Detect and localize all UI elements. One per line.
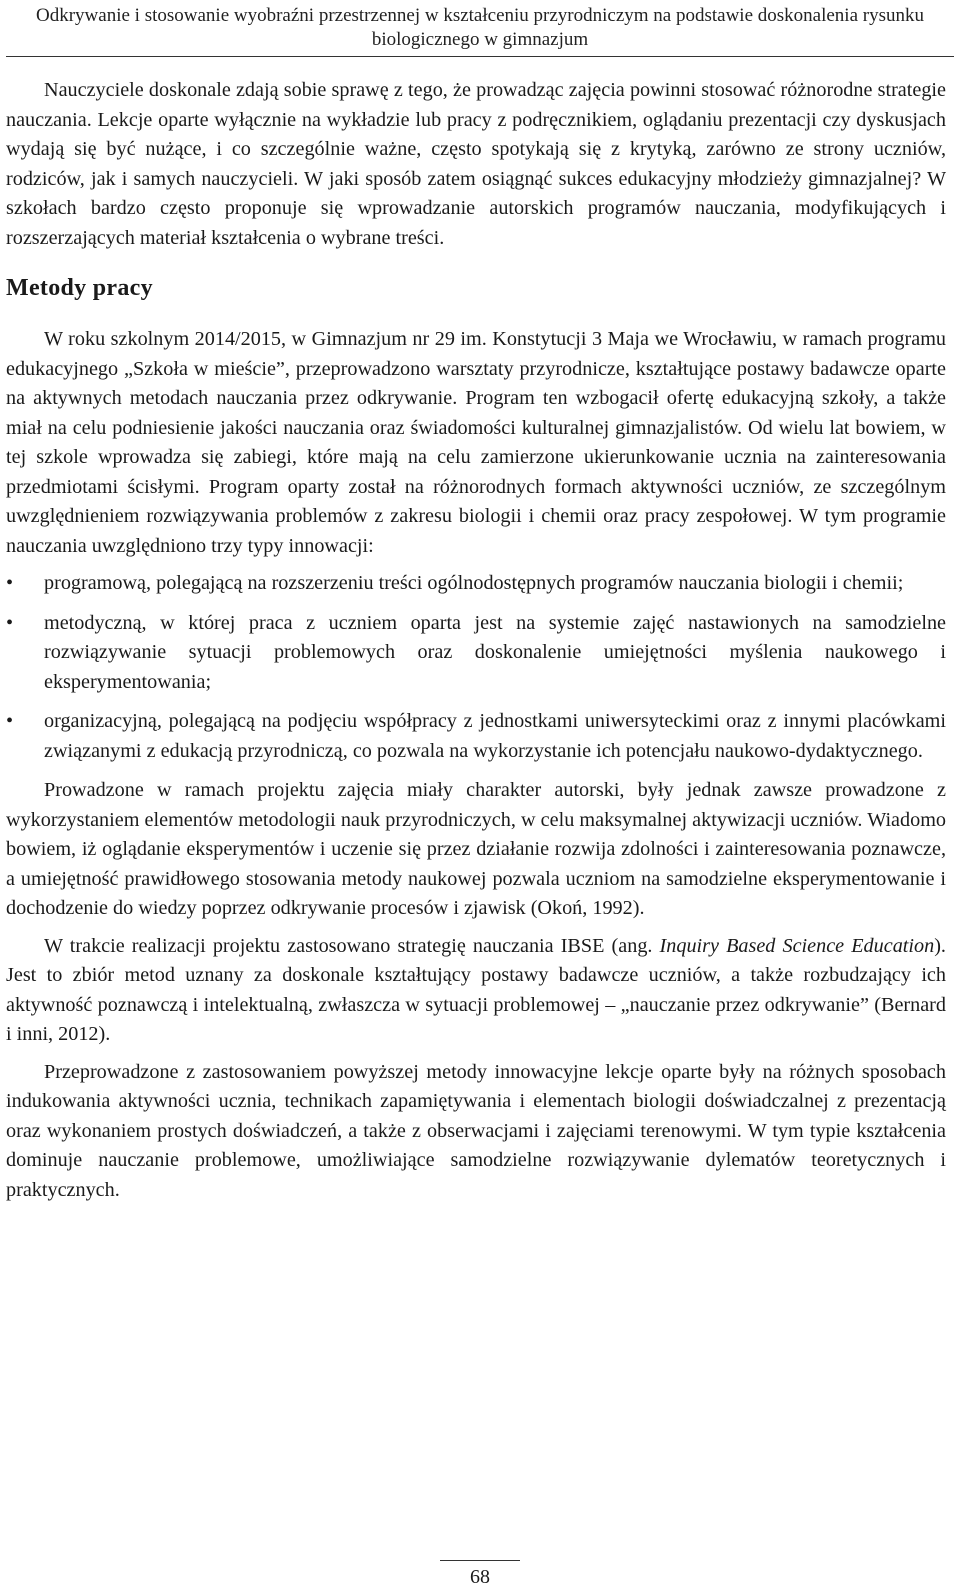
ibse-text-after: ). Jest to zbiór metod uznany za doskonale kształtujący postawy badawcze uczniów, a także rozbudzający ich aktywność poznawczą i intelektualną, zwłaszcza w sytuacji problemowej – „nauczanie przez odkrywanie” (Bernard i inni, 2012).	[6, 934, 946, 1045]
page-body	[6, 76, 946, 1205]
bullet-icon: •	[6, 710, 14, 732]
methods-paragraph: W roku szkolnym 2014/2015, w Gimnazjum nr 29 im. Konstytucji 3 Maja we Wrocławiu, w ramach programu edukacyjnego „Szkoła w mieście”, przeprowadzono warsztaty przyrodnicze, kształtujące postawy badawcze oparte na aktywnych metodach nauczania przez odkrywanie. Program ten wzbogacił ofertę edukacyjną szkoły, a także miał na celu podniesienie jakości nauczania oraz świadomości kulturalnej gimnazjalistów. Od wielu lat bowiem, w tej szkole wprowadza się zabiegi, które mają na celu zamierzone ukierunkowanie ucznia na zainteresowania przedmiotami ścisłymi. Program oparty został na różnorodnych formach aktywności uczniów, ze szczególnym uwzględnieniem rozwiązywania problemów z zakresu biologii i chemii oraz pracy zespołowej. W tym programie nauczania uwzględniono trzy typy innowacji:	[6, 328, 946, 557]
project-paragraph: Prowadzone w ramach projektu zajęcia miały charakter autorski, były jednak zawsze prowadzone z wykorzystaniem elementów metodologii nauk przyrodniczych, w celu maksymalnej aktywizacji uczniów. Wiadomo bowiem, iż oglądanie eksperymentów i uczenie się przez działanie rozwija zdolności i zainteresowania poznawcze, a umiejętność prawidłowego stosowania metody naukowej pozwala uczniom na samodzielne eksperymentowanie i dochodzenie do wiedzy poprzez odkrywanie procesów i zjawisk (Okoń, 1992).	[6, 779, 946, 919]
section-heading: Metody pracy	[6, 275, 153, 301]
page-number: 68	[470, 1566, 490, 1588]
ibse-text-before: W trakcie realizacji projektu zastosowano strategię nauczania IBSE (ang.	[44, 934, 660, 957]
intro-paragraph: Nauczyciele doskonale zdają sobie sprawę z tego, że prowadząc zajęcia powinni stosować różnorodne strategie nauczania. Lekcje oparte wyłącznie na wykładzie lub pracy z podręcznikiem, oglądaniu prezentacji czy dyskusjach wydają się być nużące, i co szczególnie ważne, często spotykają się z krytyką, zarówno ze strony uczniów, rodziców, jak i samych nauczycieli. W jaki sposób zatem osiągnąć sukces edukacyjny młodzieży gimnazjalnej? W szkołach bardzo często proponuje się wprowadzanie autorskich programów nauczania, modyfikujących i rozszerzających materiał kształcenia o wybrane treści.	[6, 79, 946, 249]
footer-divider	[440, 1560, 520, 1561]
list-item	[6, 609, 946, 698]
list-item	[6, 569, 946, 599]
list-item	[6, 707, 946, 766]
list-item-text: organizacyjną, polegającą na podjęciu współpracy z jednostkami uniwersyteckimi oraz z innymi placówkami związanymi z edukacją przyrodniczą, co pozwala na wykorzystanie ich potencjału naukowo-dydaktycznego.	[44, 710, 946, 762]
bullet-icon: •	[6, 611, 14, 634]
ibse-paragraph	[6, 932, 946, 1050]
running-header: Odkrywanie i stosowanie wyobraźni przestrzennej w kształceniu przyrodniczym na podstawie doskonalenia rysunku biologicznego w gimnazjum	[36, 5, 924, 50]
bullet-icon: •	[6, 572, 14, 594]
list-item-text: programową, polegającą na rozszerzeniu treści ogólnodostępnych programów nauczania biologii i chemii;	[44, 572, 904, 594]
innovation-list	[6, 569, 946, 766]
lessons-paragraph: Przeprowadzone z zastosowaniem powyższej metody innowacyjne lekcje oparte były na różnych sposobach indukowania aktywności ucznia, technikach zapamiętywania i elementach biologii doświadczalnej z prezentacją oraz wykonaniem prostych doświadczeń, a także z obserwacjami i zajęciami terenowymi. W tym typie kształcenia dominuje nauczanie problemowe, umożliwiające samodzielne rozwiązywanie dylematów teoretycznych i praktycznych.	[6, 1060, 946, 1201]
ibse-italic-term: Inquiry Based Science Education	[659, 934, 935, 957]
header-divider	[6, 56, 954, 57]
list-item-text: metodyczną, w której praca z uczniem oparta jest na systemie zajęć nastawionych na samodzielne rozwiązywanie sytuacji problemowych oraz doskonalenie umiejętności myślenia naukowego i eksperymentowania;	[44, 611, 946, 693]
